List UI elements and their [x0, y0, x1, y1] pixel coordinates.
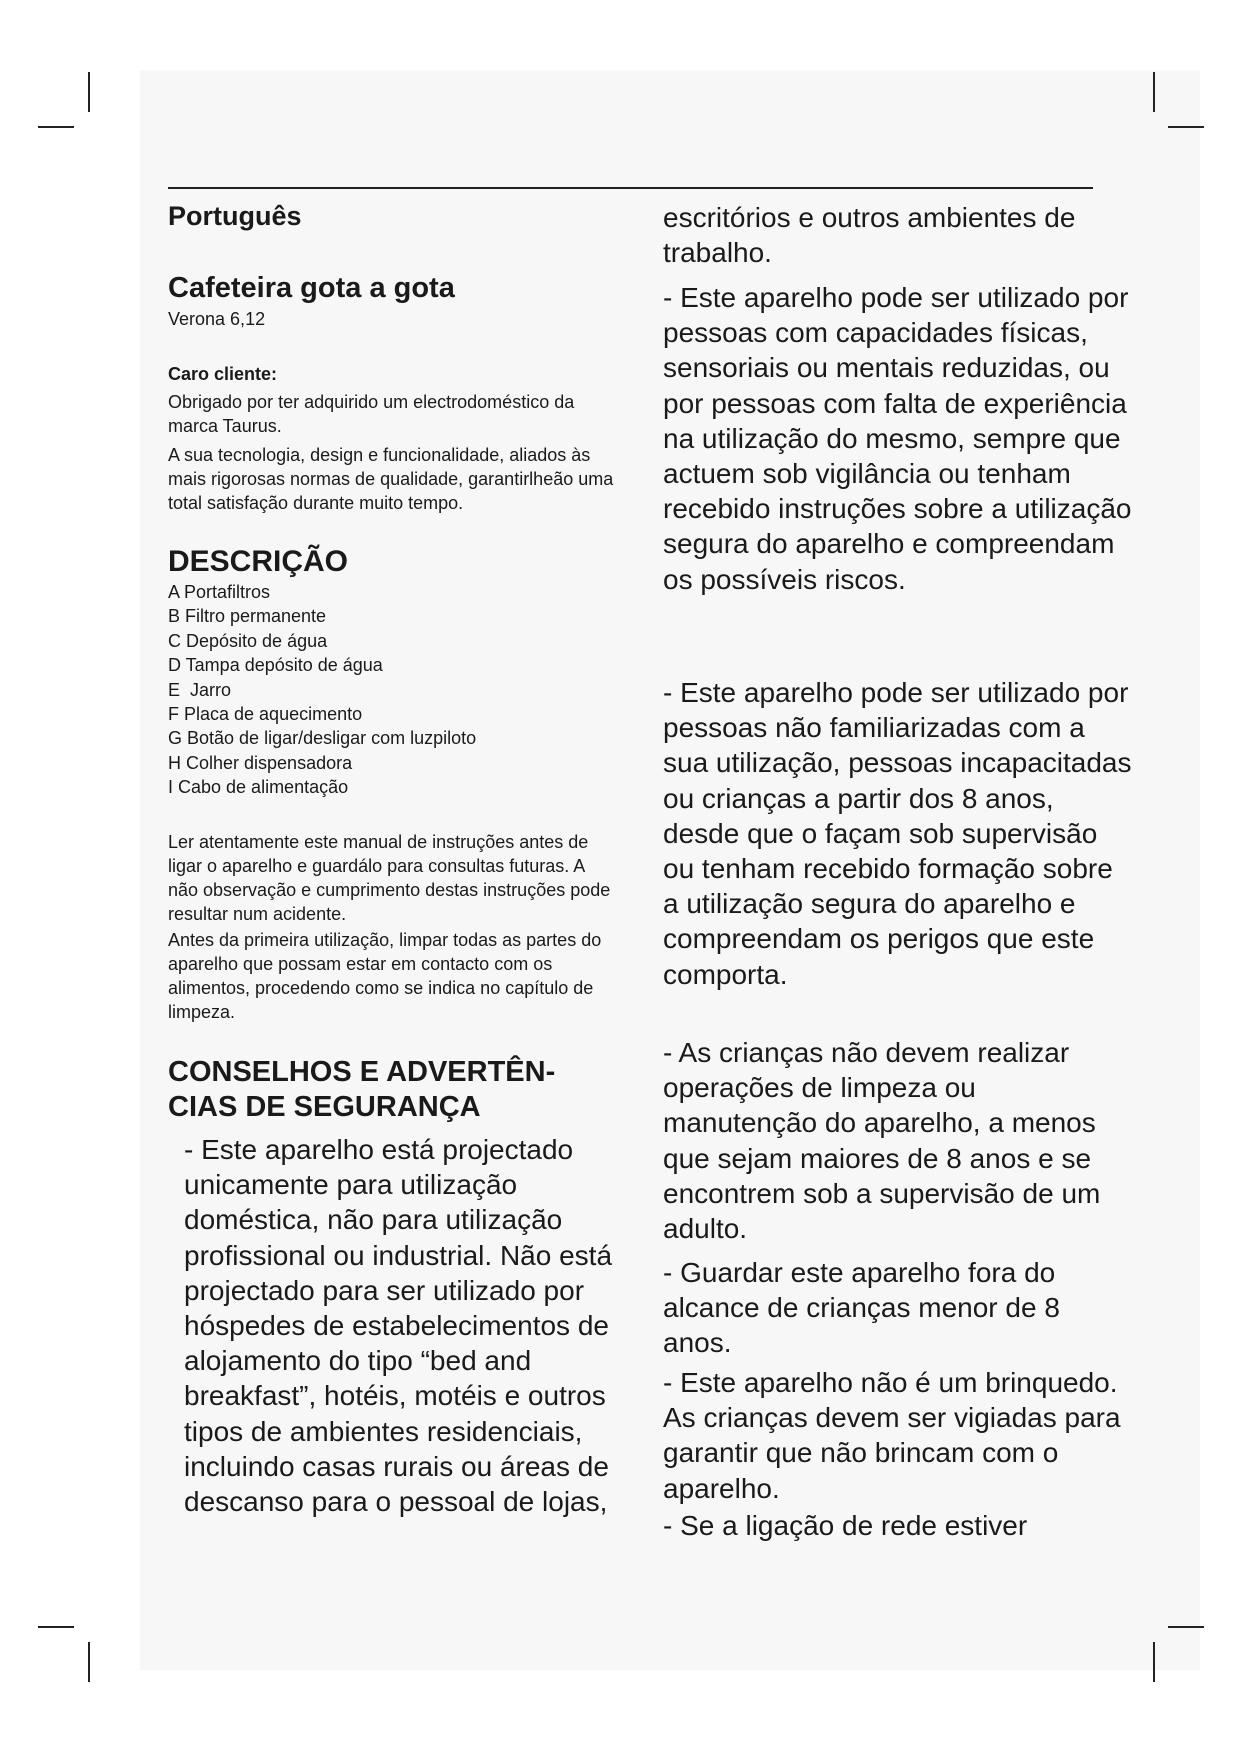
product-title: Cafeteira gota a gota — [168, 272, 455, 304]
thanks-paragraph: Obrigado por ter adquirido um electrodoméstico da marca Taurus. — [168, 392, 575, 436]
model-name: Verona 6,12 — [168, 309, 266, 329]
safety-item: - Este aparelho pode ser utilizado por pessoas não familiarizadas com a sua utilização, pessoas incapacitadas ou crianças a partir dos 8 anos, desde que o façam sob supervisão ou tenham recebido formação sobre a utilização segura do aparelho e compreendam os perigos que este comporta. — [663, 677, 1132, 990]
part-item: C Depósito de água — [168, 630, 328, 651]
part-item: I Cabo de alimentação — [168, 777, 349, 798]
part-item: A Portafiltros — [168, 582, 271, 602]
language-heading: Português — [168, 201, 302, 231]
crop-mark-top-right-h — [1168, 126, 1204, 128]
technology-paragraph: A sua tecnologia, design e funcionalidade, aliados às mais rigorosas normas de qualidade, garantirlheão uma total satisfação durante muito tempo. — [168, 445, 614, 513]
part-item: F Placa de aquecimento — [168, 704, 363, 725]
greeting: Caro cliente: — [168, 364, 278, 384]
part-item: H Colher dispensadora — [168, 752, 353, 773]
crop-mark-top-left-h — [38, 126, 74, 128]
part-item: E Jarro — [168, 679, 232, 700]
first-use-notice: Antes da primeira utilização, limpar todas as partes do aparelho que possam estar em contacto com os alimentos, procedendo como se indica no capítulo de limpeza. — [168, 930, 602, 1022]
part-item: B Filtro permanente — [168, 606, 327, 627]
safety-item: - As crianças não devem realizar operações de limpeza ou manutenção do aparelho, a menos que sejam maiores de 8 anos e se encontrem sob a supervisão de um adulto. — [663, 1037, 1101, 1245]
top-divider — [168, 187, 1093, 189]
description-heading: DESCRIÇÃO — [168, 545, 349, 578]
crop-mark-bottom-right-v — [1153, 1642, 1155, 1682]
part-item: G Botão de ligar/desligar com luzpiloto — [168, 728, 477, 749]
crop-mark-bottom-right-h — [1168, 1626, 1204, 1628]
safety-item: - Este aparelho não é um brinquedo. As crianças devem ser vigiadas para garantir que não brincam com o aparelho. — [663, 1367, 1121, 1504]
safety-item: - Guardar este aparelho fora do alcance de crianças menor de 8 anos. — [663, 1257, 1060, 1359]
crop-mark-bottom-left-v — [88, 1642, 90, 1682]
crop-mark-bottom-left-h — [38, 1626, 74, 1628]
safety-item: - Se a ligação de rede estiver — [663, 1510, 1028, 1541]
safety-item: - Este aparelho pode ser utilizado por pessoas com capacidades físicas, sensoriais ou mentais reduzidas, ou por pessoas com falta de experiência na utilização do mesmo, sempre que actuem sob vigilância ou tenham recebido instruções sobre a utilização segura do aparelho e compreendam os possíveis riscos. — [663, 282, 1132, 595]
crop-mark-top-left-v — [88, 72, 90, 112]
safety-heading: CONSELHOS E ADVERTÊN-CIAS DE SEGURANÇA — [168, 1056, 556, 1123]
safety-paragraph-continuation: escritórios e outros ambientes de trabalho. — [663, 202, 1076, 269]
part-item: D Tampa depósito de água — [168, 655, 383, 676]
crop-mark-top-right-v — [1153, 72, 1155, 112]
safety-paragraph-domestic-use: - Este aparelho está projectado unicamente para utilização doméstica, não para utilização profissional ou industrial. Não está projectado para ser utilizado por hóspedes de estabelecimentos de alojamento do tipo “bed and breakfast”, hotéis, motéis e outros tipos de ambientes residenciais, incluindo casas rurais ou áreas de descanso para o pessoal de lojas, — [184, 1134, 613, 1518]
read-manual-notice: Ler atentamente este manual de instruções antes de ligar o aparelho e guardálo para consultas futuras. A não observação e cumprimento destas instruções pode resultar num acidente. — [168, 832, 611, 924]
parts-list — [168, 580, 476, 800]
